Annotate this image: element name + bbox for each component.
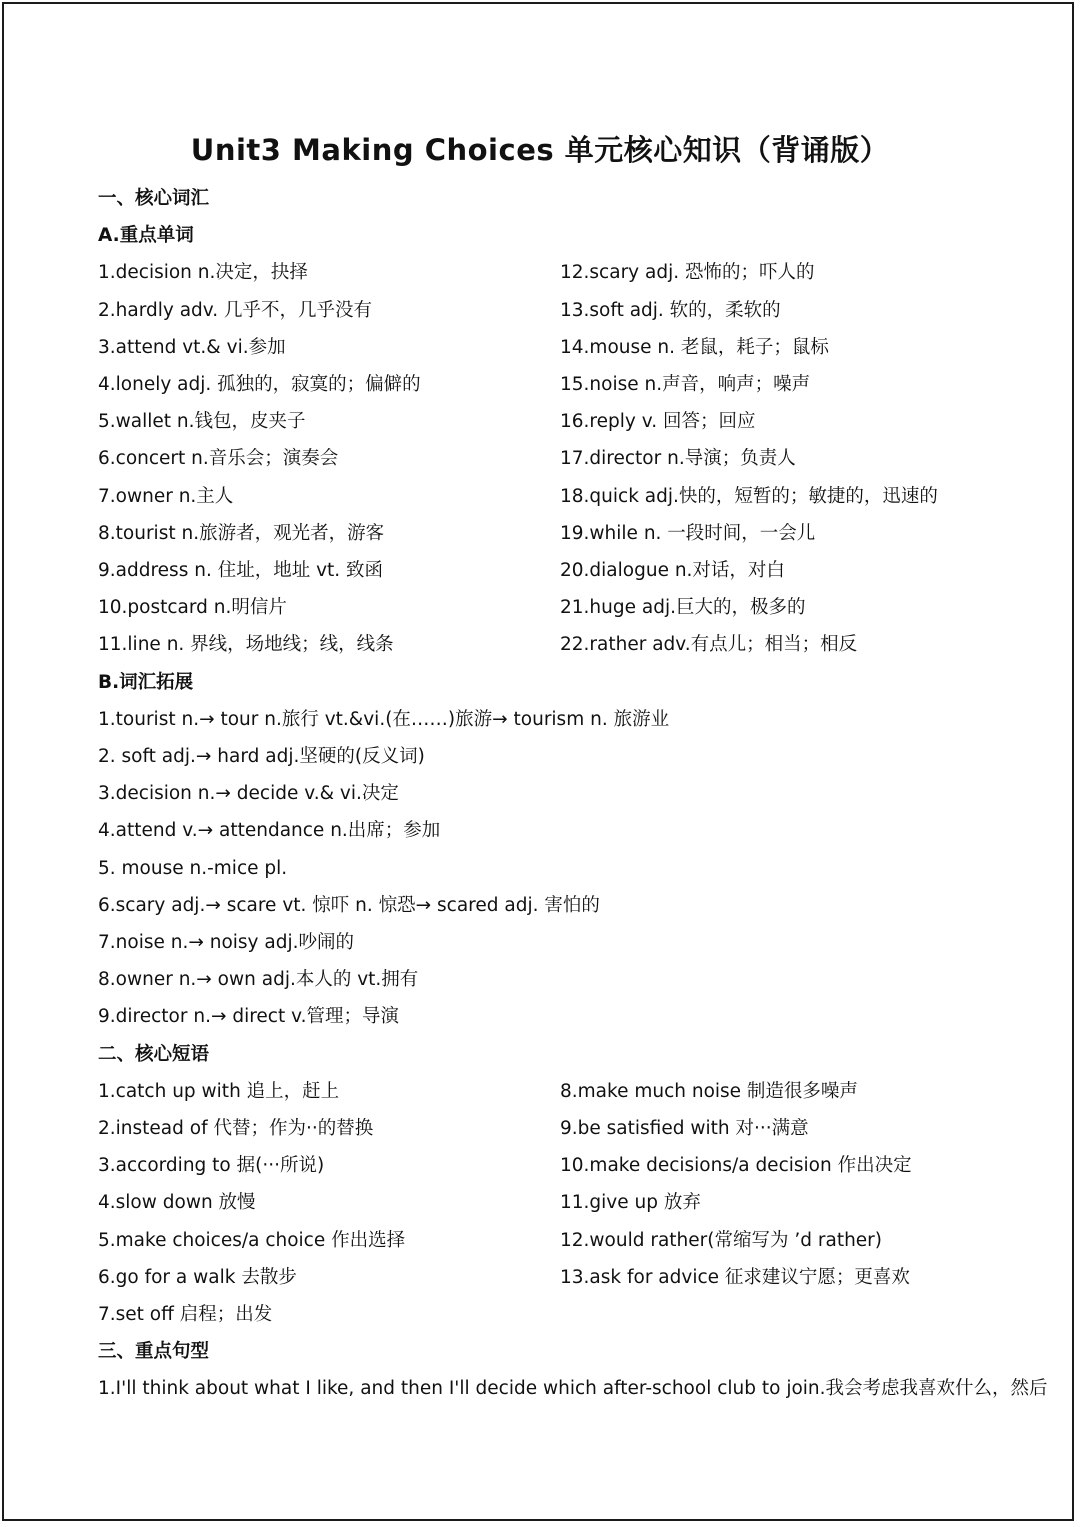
word-item: 13.soft adj. 软的，柔软的 (560, 299, 781, 321)
expansion-item: 2. soft adj.→ hard adj.坚硬的(反义词) (98, 746, 425, 767)
section-heading-phrases: 二、核心短语 (98, 1043, 210, 1065)
phrase-item: 7.set off 启程；出发 (98, 1304, 273, 1325)
word-item: 8.tourist n.旅游者，观光者，游客 (98, 522, 385, 544)
expansion-item: 6.scary adj.→ scare vt. 惊吓 n. 惊恐→ scared adj. 害怕的 (98, 894, 600, 916)
phrase-item: 13.ask for advice 征求建议宁愿；更喜欢 (560, 1266, 910, 1288)
word-item: 12.scary adj. 恐怖的；吓人的 (560, 262, 815, 284)
expansion-item: 4.attend v.→ attendance n.出席；参加 (98, 820, 441, 842)
word-item: 1.decision n.决定，抉择 (98, 262, 308, 284)
document-title: Unit3 Making Choices 单元核心知识（背诵版） (190, 133, 890, 167)
section-heading-vocabulary: 一、核心词汇 (98, 188, 210, 209)
word-item: 5.wallet n.钱包，皮夹子 (98, 411, 306, 433)
expansion-item: 1.tourist n.→ tour n.旅行 vt.&vi.(在……)旅游→ tourism n. 旅游业 (98, 708, 670, 730)
word-item: 10.postcard n.明信片 (98, 597, 287, 619)
phrase-item: 9.be satisfied with 对···满意 (560, 1118, 809, 1139)
word-item: 20.dialogue n.对话，对白 (560, 560, 785, 581)
word-item: 22.rather adv.有点儿；相当；相反 (560, 634, 858, 656)
phrase-item: 3.according to 据(···所说) (98, 1155, 325, 1177)
expansion-item: 9.director n.→ direct v.管理；导演 (98, 1006, 399, 1028)
expansion-item: 8.owner n.→ own adj.本人的 vt.拥有 (98, 969, 419, 991)
word-item: 2.hardly adv. 几乎不，几乎没有 (98, 299, 373, 321)
phrase-item: 5.make choices/a choice 作出选择 (98, 1229, 406, 1251)
subsection-heading-word-expansion: B.词汇拓展 (98, 671, 194, 693)
word-item: 11.line n. 界线，场地线；线，线条 (98, 634, 394, 656)
word-item: 19.while n. 一段时间，一会儿 (560, 522, 816, 544)
phrase-item: 4.slow down 放慢 (98, 1192, 256, 1214)
word-item: 15.noise n.声音，响声；噪声 (560, 374, 811, 395)
word-item: 4.lonely adj. 孤独的，寂寞的；偏僻的 (98, 374, 421, 395)
phrase-item: 11.give up 放弃 (560, 1192, 701, 1214)
phrase-item: 12.would rather(常缩写为 ’d rather) (560, 1229, 882, 1251)
phrase-item: 2.instead of 代替；作为··的替换 (98, 1118, 374, 1139)
word-item: 17.director n.导演；负责人 (560, 448, 796, 470)
expansion-item: 5. mouse n.-mice pl. (98, 857, 288, 879)
word-item: 9.address n. 住址，地址 vt. 致函 (98, 560, 384, 581)
word-item: 16.reply v. 回答；回应 (560, 411, 756, 433)
word-item: 21.huge adj.巨大的，极多的 (560, 597, 806, 619)
word-item: 18.quick adj.快的，短暂的；敏捷的，迅速的 (560, 485, 938, 507)
phrase-item: 10.make decisions/a decision 作出决定 (560, 1155, 912, 1177)
expansion-item: 3.decision n.→ decide v.& vi.决定 (98, 783, 399, 805)
sentence-item: 1.I'll think about what I like, and then I'll decide which after-school club to join.我会考虑我喜欢什么，然后 (98, 1378, 1048, 1400)
word-item: 3.attend vt.& vi.参加 (98, 336, 286, 358)
phrase-item: 1.catch up with 追上，赶上 (98, 1080, 340, 1102)
word-item: 7.owner n.主人 (98, 485, 234, 507)
expansion-item: 7.noise n.→ noisy adj.吵闹的 (98, 932, 354, 953)
phrase-item: 6.go for a walk 去散步 (98, 1266, 297, 1288)
section-heading-sentences: 三、重点句型 (98, 1341, 210, 1363)
subsection-heading-key-words: A.重点单词 (98, 225, 194, 247)
word-item: 14.mouse n. 老鼠，耗子；鼠标 (560, 336, 829, 358)
phrase-item: 8.make much noise 制造很多噪声 (560, 1080, 858, 1102)
word-item: 6.concert n.音乐会；演奏会 (98, 448, 339, 470)
